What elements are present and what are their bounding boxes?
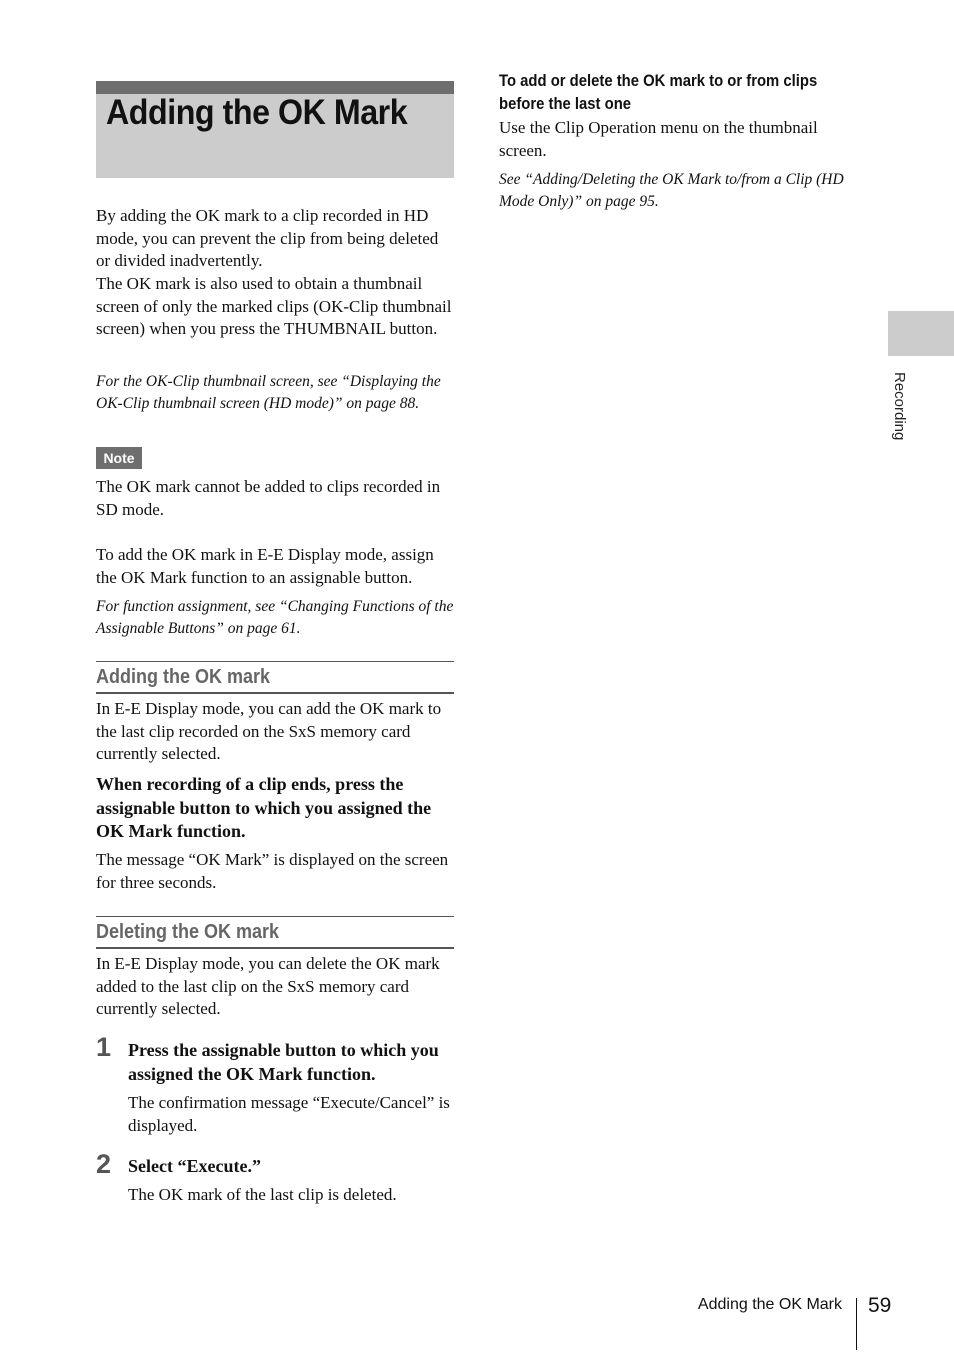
adding-heading-label: Adding the OK mark [96,666,271,688]
intro-reference: For the OK-Clip thumbnail screen, see “Displaying the OK-Clip thumbnail screen (HD mode)” on page 88. [96,373,441,412]
footer-section-label: Adding the OK Mark [697,1296,842,1313]
right-text: Use the Clip Operation menu on the thumbnail screen. [499,118,818,160]
right-reference: See “Adding/Deleting the OK Mark to/from a Clip (HD Mode Only)” on page 95. [499,171,844,210]
assign-reference: For function assignment, see “Changing Functions of the Assignable Buttons” on page 61. [96,598,454,637]
note-text: The OK mark cannot be added to clips recorded in SD mode. [96,477,441,519]
step-number-2: 2 [96,1149,112,1179]
adding-heading [96,661,454,694]
side-tab-label: Recording [891,372,908,441]
intro-paragraph-2: The OK mark is also used to obtain a thumbnail screen of only the marked clips (OK-Clip thumbnail screen) when you press the THUMBNAIL button. [96,274,452,339]
assign-text: To add the OK mark in E-E Display mode, assign the OK Mark function to an assignable button. [96,545,434,587]
right-heading-line-1: To add or delete the OK mark to or from clips [499,72,818,90]
adding-text: In E-E Display mode, you can add the OK mark to the last clip recorded on the SxS memory card currently selected. [96,699,442,764]
deleting-heading-label: Deleting the OK mark [96,921,280,943]
adding-result: The message “OK Mark” is displayed on the screen for three seconds. [96,850,449,892]
page-title: Adding the OK Mark [106,93,408,132]
step-number-1: 1 [96,1032,112,1062]
adding-instruction: When recording of a clip ends, press the assignable button to which you assigned the OK Mark function. [96,774,432,841]
deleting-heading [96,916,454,949]
intro-paragraph-1: By adding the OK mark to a clip recorded in HD mode, you can prevent the clip from being deleted or divided inadvertently. [96,206,439,271]
step-result-2: The OK mark of the last clip is deleted. [128,1185,397,1204]
deleting-text: In E-E Display mode, you can delete the OK mark added to the last clip on the SxS memory card currently selected. [96,954,440,1019]
step-title-2: Select “Execute.” [128,1156,261,1176]
footer-divider [856,1298,857,1350]
note-badge: Note [96,447,142,469]
step-title-1: Press the assignable button to which you assigned the OK Mark function. [128,1040,439,1084]
side-tab [888,311,954,356]
right-heading [499,70,851,116]
page-number: 59 [868,1294,892,1317]
step-result-1: The confirmation message “Execute/Cancel” is displayed. [128,1093,450,1135]
right-heading-line-2: before the last one [499,95,632,113]
